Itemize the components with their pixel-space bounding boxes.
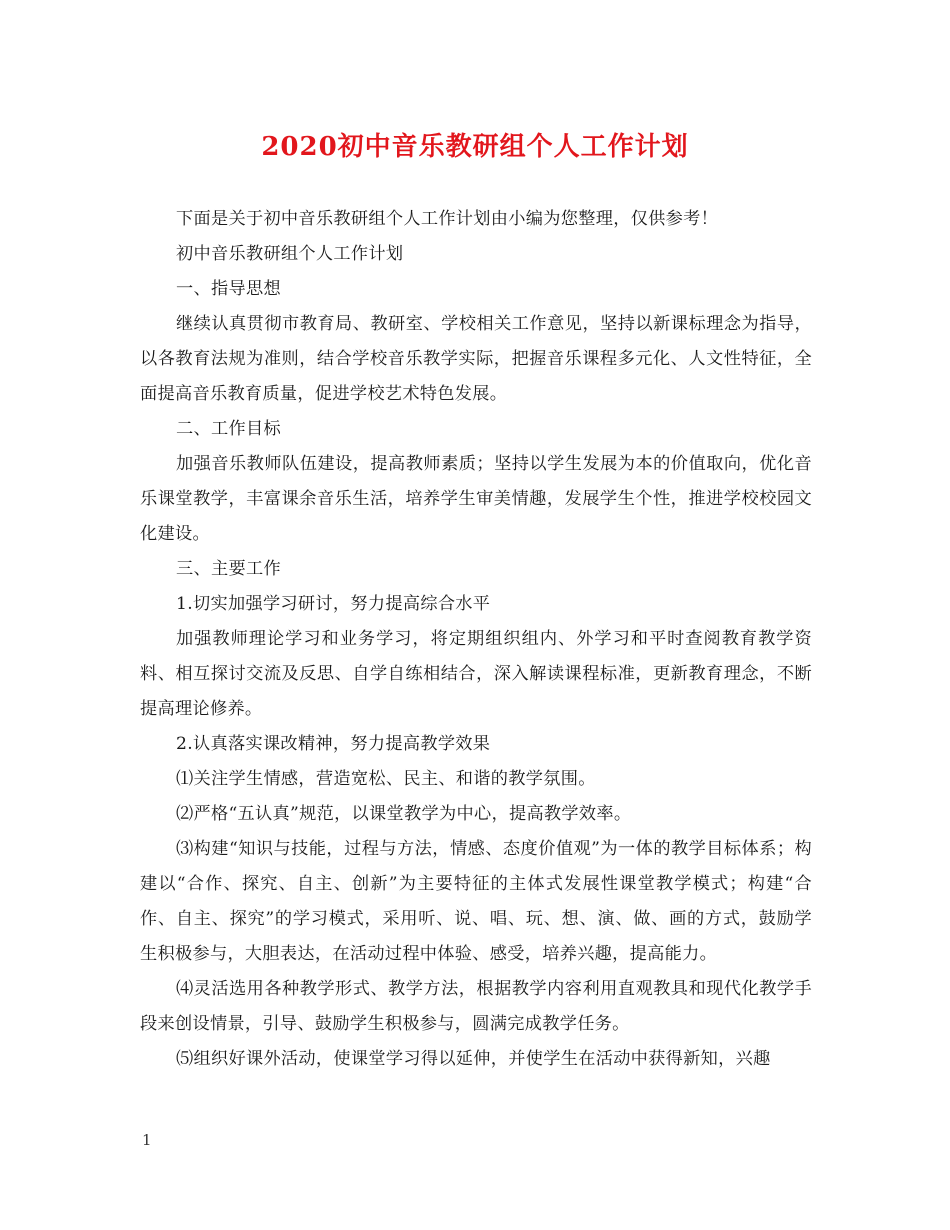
list-item: ⑷灵活选用各种教学形式、教学方法，根据教学内容利用直观教具和现代化教学手段来创设情景，引导、鼓励学生积极参与，圆满完成教学任务。 (140, 979, 812, 1034)
section-heading-main-work: 三、主要工作 (176, 559, 281, 579)
document-title: 2020初中音乐教研组个人工作计划 (261, 132, 689, 162)
section-heading-guiding-ideology: 一、指导思想 (176, 279, 281, 299)
list-item: ⑵严格“五认真”规范，以课堂教学为中心，提高教学效率。 (176, 804, 632, 824)
body-paragraph: 继续认真贯彻市教育局、教研室、学校相关工作意见，坚持以新课标理念为指导，以各教育法规为准则，结合学校音乐教学实际，把握音乐课程多元化、人文性特征，全面提高音乐教育质量，促进学校艺术特色发展。 (140, 314, 812, 404)
section-heading-work-goals: 二、工作目标 (176, 419, 281, 439)
document-body (140, 202, 812, 1077)
body-paragraph: 加强教师理论学习和业务学习，将定期组织组内、外学习和平时查阅教育教学资料、相互探讨交流及反思、自学自练相结合，深入解读课程标准，更新教育理念，不断提高理论修养。 (140, 629, 812, 719)
subtitle-paragraph: 初中音乐教研组个人工作计划 (176, 244, 404, 264)
subheading-study: 1.切实加强学习研讨，努力提高综合水平 (176, 594, 491, 614)
list-item: ⑴关注学生情感，营造宽松、民主、和谐的教学氛围。 (176, 769, 596, 789)
page-number: 1 (142, 1131, 152, 1149)
list-item: ⑶构建“知识与技能，过程与方法，情感、态度价值观”为一体的教学目标体系；构建以“合作、探究、自主、创新”为主要特征的主体式发展性课堂教学模式；构建“合作、自主、探究”的学习模式，采用听、说、唱、玩、想、演、做、画的方式，鼓励学生积极参与，大胆表达，在活动过程中体验、感受，培养兴趣，提高能力。 (140, 839, 812, 964)
list-item: ⑸组织好课外活动，使课堂学习得以延伸，并使学生在活动中获得新知，兴趣 (176, 1049, 771, 1069)
subheading-teaching: 2.认真落实课改精神，努力提高教学效果 (176, 734, 491, 754)
intro-paragraph: 下面是关于初中音乐教研组个人工作计划由小编为您整理，仅供参考！ (176, 209, 719, 229)
body-paragraph: 加强音乐教师队伍建设，提高教师素质；坚持以学生发展为本的价值取向，优化音乐课堂教学，丰富课余音乐生活，培养学生审美情趣，发展学生个性，推进学校校园文化建设。 (140, 454, 812, 544)
